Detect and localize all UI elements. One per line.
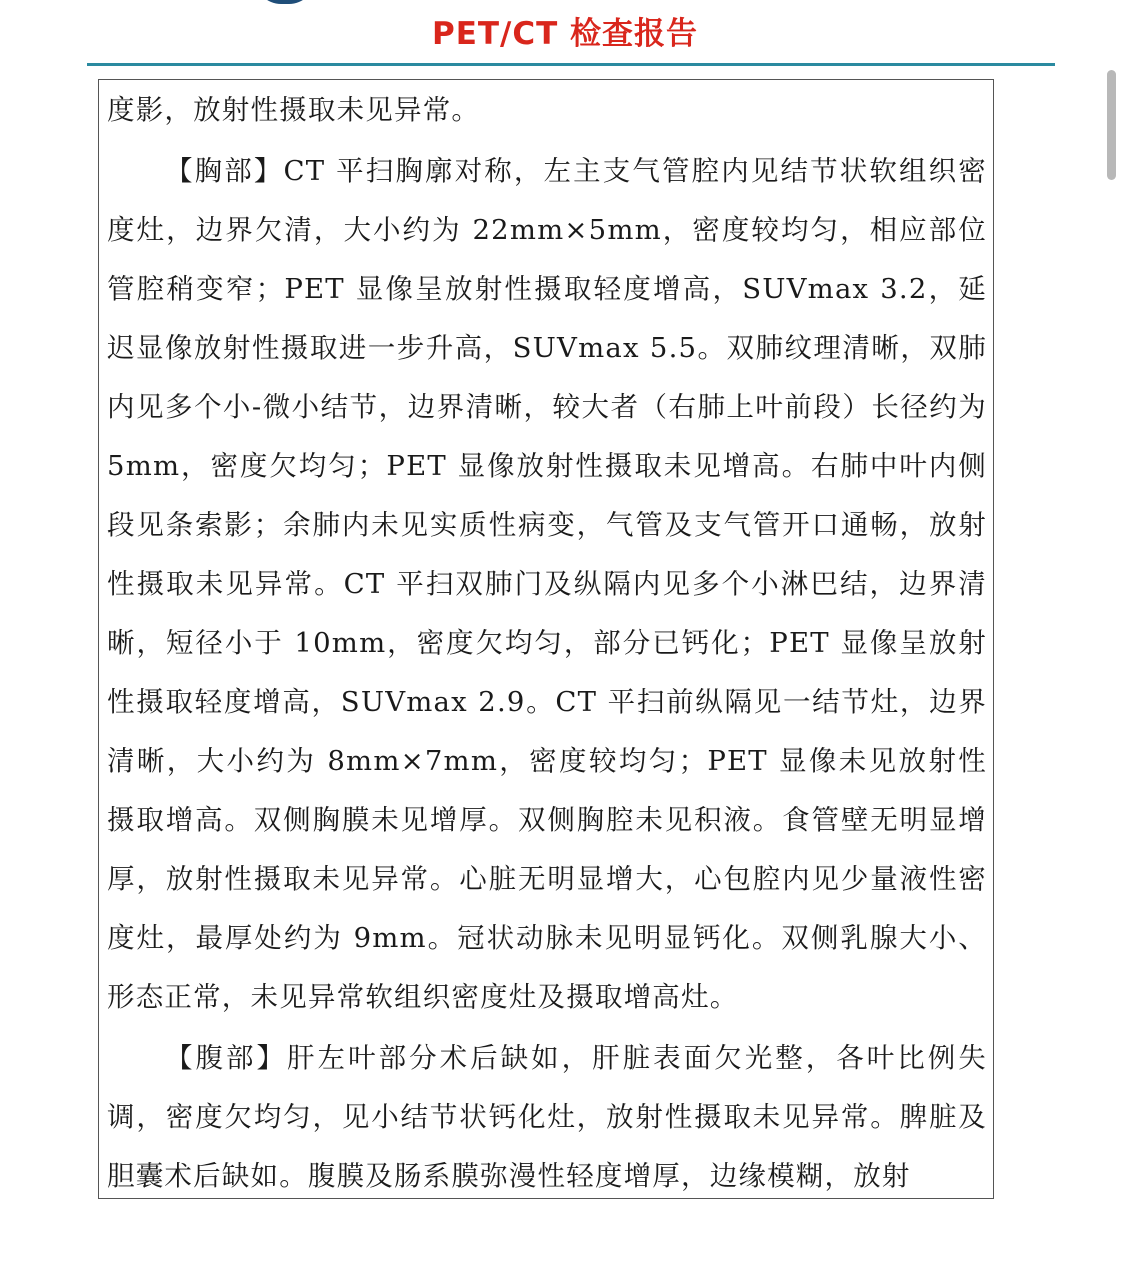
abdomen-paragraph: 【腹部】肝左叶部分术后缺如，肝脏表面欠光整，各叶比例失调，密度欠均匀，见小结节状钙化灶，放射性摄取未见异常。脾脏及胆囊术后缺如。腹膜及肠系膜弥漫性轻度增厚，边缘模糊，放射 xyxy=(107,1042,987,1192)
report-content xyxy=(107,80,987,1199)
report-frame xyxy=(98,79,994,1199)
report-title: PET/CT 检查报告 xyxy=(431,16,699,52)
scrollbar-thumb[interactable] xyxy=(1107,70,1116,180)
chest-paragraph: 【胸部】CT 平扫胸廓对称，左主支气管腔内见结节状软组织密度灶，边界欠清，大小约为 22mm×5mm，密度较均匀，相应部位管腔稍变窄；PET 显像呈放射性摄取轻度增高，SUVmax 3.2，延迟显像放射性摄取进一步升高，SUVmax 5.5。双肺纹理清晰，双肺内见多个小-微小结节，边界清晰，较大者（右肺上叶前段）长径约为 5mm，密度欠均匀；PET 显像放射性摄取未见增高。右肺中叶内侧段见条索影；余肺内未见实质性病变，气管及支气管开口通畅，放射性摄取未见异常。CT 平扫双肺门及纵隔内见多个小淋巴结，边界清晰，短径小于 10mm，密度欠均匀，部分已钙化；PET 显像呈放射性摄取轻度增高，SUVmax 2.9。CT 平扫前纵隔见一结节灶，边界清晰，大小约为 8mm×7mm，密度较均匀；PET 显像未见放射性摄取增高。双侧胸膜未见增厚。双侧胸腔未见积液。食管壁无明显增厚，放射性摄取未见异常。心脏无明显增大，心包腔内见少量液性密度灶，最厚处约为 9mm。冠状动脉未见明显钙化。双侧乳腺大小、形态正常，未见异常软组织密度灶及摄取增高灶。 xyxy=(107,155,987,1013)
title-divider xyxy=(87,63,1055,66)
continuation-paragraph: 度影，放射性摄取未见异常。 xyxy=(107,94,481,126)
hospital-logo xyxy=(255,0,315,4)
